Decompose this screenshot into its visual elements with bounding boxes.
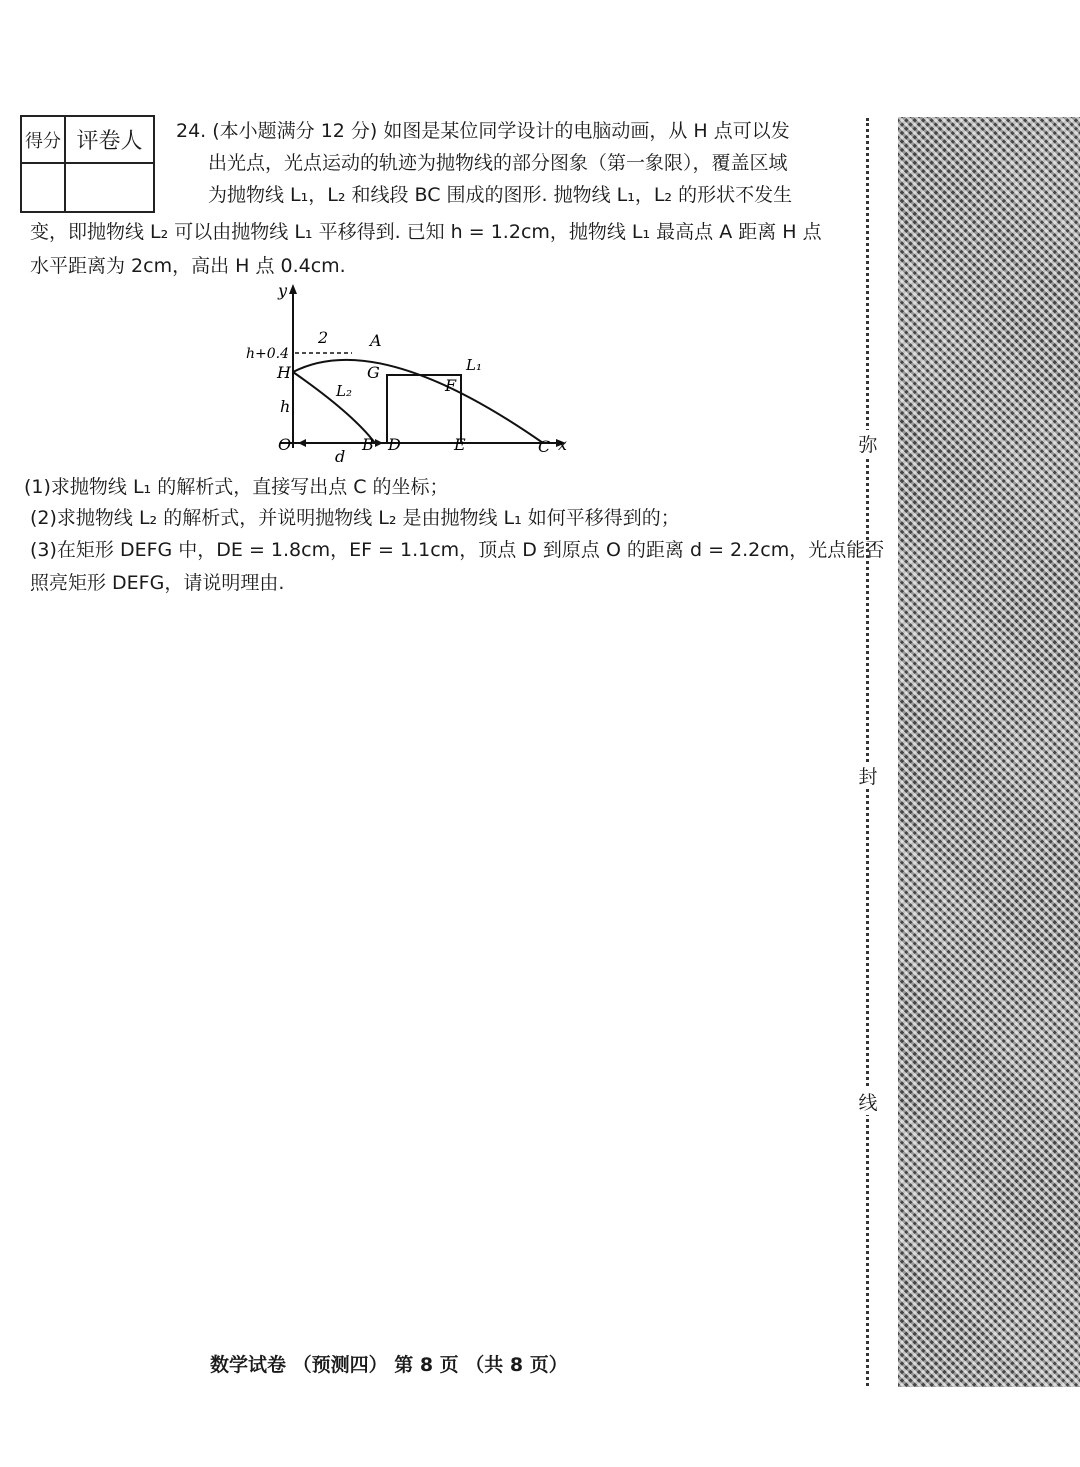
grader-cell xyxy=(65,163,154,212)
label-O: O xyxy=(278,435,292,454)
label-A: A xyxy=(370,331,382,350)
label-B: B xyxy=(362,435,374,454)
grader-label: 评卷人 xyxy=(65,116,154,163)
parabola-L1 xyxy=(293,360,543,443)
y-arrow xyxy=(289,284,297,294)
label-L2: L₂ xyxy=(336,382,352,400)
label-D: D xyxy=(388,435,401,454)
label-H: H xyxy=(277,363,291,382)
seal-dotted-line xyxy=(866,118,869,1386)
label-x: x xyxy=(558,435,568,454)
question-3-cont: 照亮矩形 DEFG，请说明理由. xyxy=(30,572,285,594)
security-pattern-strip xyxy=(898,117,1080,1387)
problem-line-5: 水平距离为 2cm，高出 H 点 0.4cm. xyxy=(30,255,346,277)
label-L1: L₁ xyxy=(466,356,482,374)
label-d: d xyxy=(335,447,346,466)
label-y: y xyxy=(278,281,288,300)
seal-char-xian: 线 xyxy=(856,1088,880,1115)
problem-line-4: 变，即抛物线 L₂ 可以由抛物线 L₁ 平移得到. 已知 h = 1.2cm，抛物线 L₁ 最高点 A 距离 H 点 xyxy=(30,221,822,243)
label-hplus: h+0.4 xyxy=(246,346,290,362)
problem-line-1: 24. (本小题满分 12 分) 如图是某位同学设计的电脑动画，从 H 点可以发 xyxy=(176,120,790,142)
label-F: F xyxy=(445,376,457,395)
score-cell xyxy=(21,163,65,212)
label-C: C xyxy=(538,437,551,456)
question-3: (3)在矩形 DEFG 中，DE = 1.8cm，EF = 1.1cm，顶点 D 到原点 O 的距离 d = 2.2cm，光点能否 xyxy=(30,539,885,561)
label-E: E xyxy=(454,435,466,454)
problem-line-2: 出光点，光点运动的轨迹为抛物线的部分图象（第一象限），覆盖区域 xyxy=(208,152,788,174)
score-label: 得分 xyxy=(21,116,65,163)
question-2: (2)求抛物线 L₂ 的解析式，并说明抛物线 L₂ 是由抛物线 L₁ 如何平移得到的； xyxy=(30,507,680,529)
label-h: h xyxy=(280,397,291,416)
seal-char-mi: 弥 xyxy=(856,430,880,457)
seal-char-feng: 封 xyxy=(856,762,880,789)
label-two: 2 xyxy=(318,328,329,347)
parabola-figure xyxy=(240,280,580,470)
score-table xyxy=(20,115,155,213)
parabola-L2 xyxy=(293,372,375,443)
label-G: G xyxy=(367,363,380,382)
question-1: (1)求抛物线 L₁ 的解析式，直接写出点 C 的坐标； xyxy=(24,476,449,498)
problem-line-3: 为抛物线 L₁，L₂ 和线段 BC 围成的图形. 抛物线 L₁，L₂ 的形状不发生 xyxy=(208,184,793,206)
page-footer: 数学试卷 （预测四） 第 8 页 （共 8 页） xyxy=(210,1354,568,1376)
